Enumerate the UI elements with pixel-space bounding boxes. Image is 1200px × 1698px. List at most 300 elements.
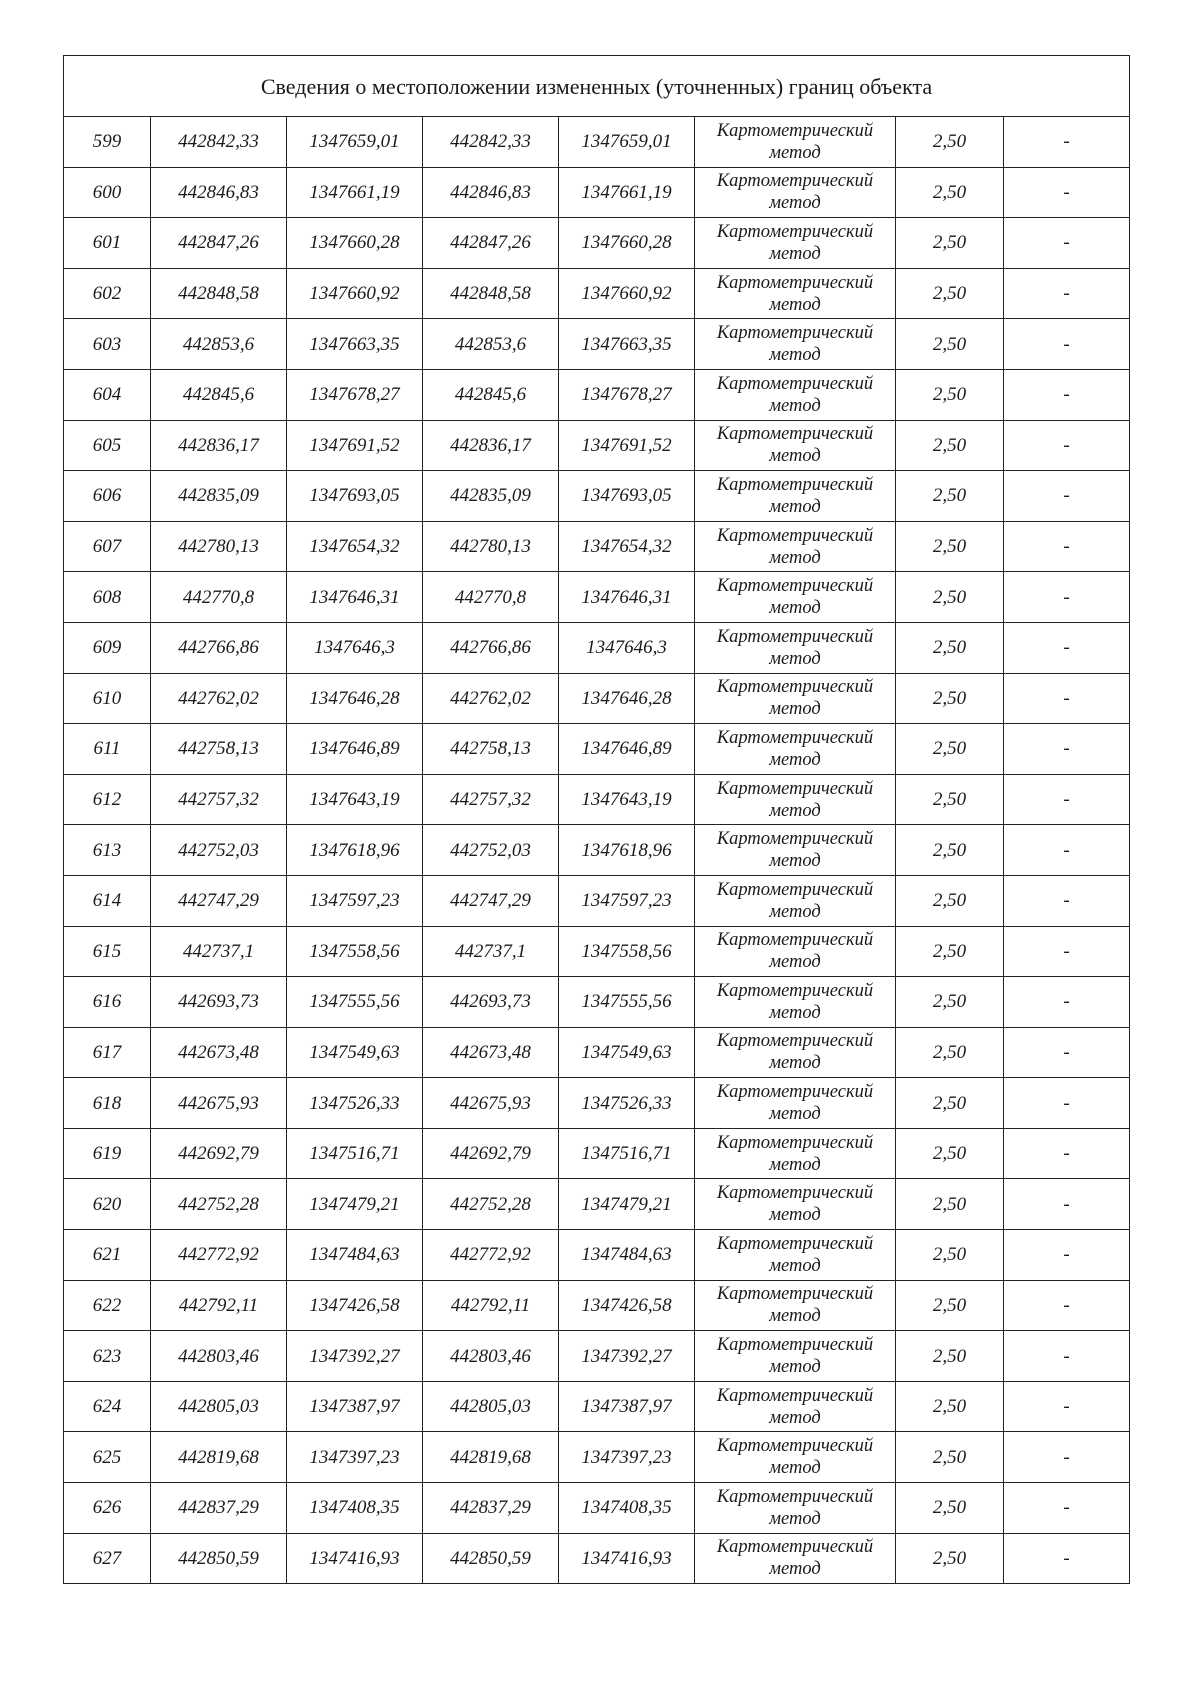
method-cell (695, 1483, 896, 1534)
x-refined-cell: 442850,59 (423, 1533, 559, 1584)
accuracy-cell: 2,50 (896, 117, 1004, 168)
x-refined-cell: 442770,8 (423, 572, 559, 623)
point-number-cell: 618 (64, 1078, 151, 1129)
y-refined-cell: 1347661,19 (559, 167, 695, 218)
x-existing-cell: 442693,73 (151, 977, 287, 1028)
method-line-2: метод (769, 1104, 821, 1125)
note-cell: - (1004, 926, 1130, 977)
method-line-1: Картометрический (716, 677, 874, 698)
method-line-1: Картометрический (716, 930, 874, 951)
y-existing-cell: 1347392,27 (287, 1331, 423, 1382)
method-cell (695, 1179, 896, 1230)
accuracy-cell: 2,50 (896, 724, 1004, 775)
method-cell (695, 1078, 896, 1129)
method-line-1: Картометрический (716, 1537, 874, 1558)
table-row (64, 218, 1130, 269)
method-cell (695, 268, 896, 319)
table-row (64, 1027, 1130, 1078)
method-line-1: Картометрический (716, 980, 874, 1001)
y-existing-cell: 1347693,05 (287, 471, 423, 522)
method-line-2: метод (769, 1407, 821, 1428)
y-existing-cell: 1347618,96 (287, 825, 423, 876)
x-refined-cell: 442805,03 (423, 1381, 559, 1432)
method-cell (695, 1331, 896, 1382)
method-line-2: метод (769, 243, 821, 264)
point-number-cell: 609 (64, 622, 151, 673)
table-row (64, 471, 1130, 522)
x-existing-cell: 442780,13 (151, 521, 287, 572)
method-line-2: метод (769, 699, 821, 720)
table-row (64, 1432, 1130, 1483)
method-cell (695, 1280, 896, 1331)
y-refined-cell: 1347597,23 (559, 875, 695, 926)
x-existing-cell: 442770,8 (151, 572, 287, 623)
y-refined-cell: 1347678,27 (559, 369, 695, 420)
method-cell (695, 521, 896, 572)
x-existing-cell: 442803,46 (151, 1331, 287, 1382)
method-line-2: метод (769, 1458, 821, 1479)
method-line-2: метод (769, 901, 821, 922)
method-line-2: метод (769, 547, 821, 568)
point-number-cell: 616 (64, 977, 151, 1028)
x-existing-cell: 442737,1 (151, 926, 287, 977)
method-line-1: Картометрический (716, 323, 874, 344)
table-title: Сведения о местоположении измененных (уточненных) границ объекта (64, 56, 1130, 117)
y-refined-cell: 1347408,35 (559, 1483, 695, 1534)
method-line-2: метод (769, 1154, 821, 1175)
x-refined-cell: 442846,83 (423, 167, 559, 218)
y-refined-cell: 1347693,05 (559, 471, 695, 522)
table-row (64, 572, 1130, 623)
method-cell (695, 977, 896, 1028)
accuracy-cell: 2,50 (896, 977, 1004, 1028)
y-existing-cell: 1347659,01 (287, 117, 423, 168)
x-refined-cell: 442835,09 (423, 471, 559, 522)
accuracy-cell: 2,50 (896, 167, 1004, 218)
x-existing-cell: 442792,11 (151, 1280, 287, 1331)
y-existing-cell: 1347646,28 (287, 673, 423, 724)
point-number-cell: 601 (64, 218, 151, 269)
table-row (64, 1078, 1130, 1129)
y-existing-cell: 1347408,35 (287, 1483, 423, 1534)
note-cell: - (1004, 1331, 1130, 1382)
y-refined-cell: 1347516,71 (559, 1128, 695, 1179)
point-number-cell: 608 (64, 572, 151, 623)
point-number-cell: 621 (64, 1230, 151, 1281)
method-line-2: метод (769, 446, 821, 467)
method-cell (695, 1432, 896, 1483)
x-existing-cell: 442757,32 (151, 774, 287, 825)
method-cell (695, 167, 896, 218)
point-number-cell: 624 (64, 1381, 151, 1432)
method-cell (695, 218, 896, 269)
note-cell: - (1004, 1230, 1130, 1281)
y-refined-cell: 1347549,63 (559, 1027, 695, 1078)
note-cell: - (1004, 1027, 1130, 1078)
accuracy-cell: 2,50 (896, 471, 1004, 522)
method-line-2: метод (769, 1559, 821, 1580)
accuracy-cell: 2,50 (896, 1078, 1004, 1129)
method-line-2: метод (769, 598, 821, 619)
x-refined-cell: 442819,68 (423, 1432, 559, 1483)
method-line-2: метод (769, 749, 821, 770)
y-existing-cell: 1347484,63 (287, 1230, 423, 1281)
y-refined-cell: 1347526,33 (559, 1078, 695, 1129)
point-number-cell: 612 (64, 774, 151, 825)
point-number-cell: 611 (64, 724, 151, 775)
table-row (64, 825, 1130, 876)
point-number-cell: 617 (64, 1027, 151, 1078)
x-existing-cell: 442758,13 (151, 724, 287, 775)
method-cell (695, 926, 896, 977)
y-refined-cell: 1347646,28 (559, 673, 695, 724)
y-existing-cell: 1347663,35 (287, 319, 423, 370)
y-refined-cell: 1347659,01 (559, 117, 695, 168)
point-number-cell: 625 (64, 1432, 151, 1483)
table-row (64, 875, 1130, 926)
note-cell: - (1004, 875, 1130, 926)
y-existing-cell: 1347660,28 (287, 218, 423, 269)
method-line-1: Картометрический (716, 1082, 874, 1103)
x-existing-cell: 442752,28 (151, 1179, 287, 1230)
point-number-cell: 607 (64, 521, 151, 572)
table-row (64, 1280, 1130, 1331)
table-row (64, 319, 1130, 370)
x-refined-cell: 442758,13 (423, 724, 559, 775)
y-refined-cell: 1347397,23 (559, 1432, 695, 1483)
x-refined-cell: 442842,33 (423, 117, 559, 168)
method-cell (695, 774, 896, 825)
x-refined-cell: 442772,92 (423, 1230, 559, 1281)
note-cell: - (1004, 1432, 1130, 1483)
y-existing-cell: 1347597,23 (287, 875, 423, 926)
x-refined-cell: 442692,79 (423, 1128, 559, 1179)
method-cell (695, 117, 896, 168)
note-cell: - (1004, 117, 1130, 168)
method-cell (695, 572, 896, 623)
method-cell (695, 471, 896, 522)
accuracy-cell: 2,50 (896, 1331, 1004, 1382)
method-line-2: метод (769, 952, 821, 973)
method-cell (695, 420, 896, 471)
method-line-2: метод (769, 800, 821, 821)
y-refined-cell: 1347646,3 (559, 622, 695, 673)
method-line-1: Картометрический (716, 373, 874, 394)
x-refined-cell: 442762,02 (423, 673, 559, 724)
y-refined-cell: 1347416,93 (559, 1533, 695, 1584)
x-refined-cell: 442848,58 (423, 268, 559, 319)
accuracy-cell: 2,50 (896, 268, 1004, 319)
y-refined-cell: 1347646,89 (559, 724, 695, 775)
table-row (64, 420, 1130, 471)
accuracy-cell: 2,50 (896, 1432, 1004, 1483)
y-refined-cell: 1347392,27 (559, 1331, 695, 1382)
method-cell (695, 369, 896, 420)
method-line-1: Картометрический (716, 1385, 874, 1406)
method-cell (695, 1533, 896, 1584)
method-line-2: метод (769, 1255, 821, 1276)
x-refined-cell: 442693,73 (423, 977, 559, 1028)
x-refined-cell: 442675,93 (423, 1078, 559, 1129)
accuracy-cell: 2,50 (896, 420, 1004, 471)
method-line-2: метод (769, 345, 821, 366)
y-existing-cell: 1347526,33 (287, 1078, 423, 1129)
y-refined-cell: 1347558,56 (559, 926, 695, 977)
method-cell (695, 673, 896, 724)
table-row (64, 673, 1130, 724)
method-line-1: Картометрический (716, 1486, 874, 1507)
accuracy-cell: 2,50 (896, 1027, 1004, 1078)
point-number-cell: 610 (64, 673, 151, 724)
note-cell: - (1004, 572, 1130, 623)
table-row (64, 926, 1130, 977)
method-line-2: метод (769, 1205, 821, 1226)
x-existing-cell: 442819,68 (151, 1432, 287, 1483)
table-row (64, 1230, 1130, 1281)
note-cell: - (1004, 1533, 1130, 1584)
method-cell (695, 875, 896, 926)
table-row (64, 117, 1130, 168)
x-existing-cell: 442845,6 (151, 369, 287, 420)
note-cell: - (1004, 319, 1130, 370)
x-refined-cell: 442803,46 (423, 1331, 559, 1382)
table-row (64, 369, 1130, 420)
y-refined-cell: 1347484,63 (559, 1230, 695, 1281)
x-refined-cell: 442737,1 (423, 926, 559, 977)
x-refined-cell: 442752,28 (423, 1179, 559, 1230)
method-line-1: Картометрический (716, 221, 874, 242)
accuracy-cell: 2,50 (896, 1533, 1004, 1584)
x-existing-cell: 442848,58 (151, 268, 287, 319)
note-cell: - (1004, 1483, 1130, 1534)
y-refined-cell: 1347387,97 (559, 1381, 695, 1432)
y-refined-cell: 1347691,52 (559, 420, 695, 471)
x-existing-cell: 442842,33 (151, 117, 287, 168)
method-line-2: метод (769, 1508, 821, 1529)
point-number-cell: 620 (64, 1179, 151, 1230)
method-cell (695, 724, 896, 775)
accuracy-cell: 2,50 (896, 218, 1004, 269)
x-existing-cell: 442673,48 (151, 1027, 287, 1078)
y-existing-cell: 1347661,19 (287, 167, 423, 218)
method-line-1: Картометрический (716, 171, 874, 192)
method-line-1: Картометрический (716, 1335, 874, 1356)
point-number-cell: 619 (64, 1128, 151, 1179)
y-existing-cell: 1347643,19 (287, 774, 423, 825)
method-line-1: Картометрический (716, 879, 874, 900)
note-cell: - (1004, 218, 1130, 269)
note-cell: - (1004, 977, 1130, 1028)
x-refined-cell: 442845,6 (423, 369, 559, 420)
point-number-cell: 604 (64, 369, 151, 420)
method-cell (695, 1128, 896, 1179)
x-refined-cell: 442792,11 (423, 1280, 559, 1331)
y-existing-cell: 1347691,52 (287, 420, 423, 471)
accuracy-cell: 2,50 (896, 1230, 1004, 1281)
y-existing-cell: 1347416,93 (287, 1533, 423, 1584)
method-line-1: Картометрический (716, 626, 874, 647)
accuracy-cell: 2,50 (896, 673, 1004, 724)
x-refined-cell: 442747,29 (423, 875, 559, 926)
table-row (64, 724, 1130, 775)
table-row (64, 521, 1130, 572)
point-number-cell: 599 (64, 117, 151, 168)
method-line-1: Картометрический (716, 474, 874, 495)
x-refined-cell: 442766,86 (423, 622, 559, 673)
y-refined-cell: 1347660,92 (559, 268, 695, 319)
note-cell: - (1004, 1078, 1130, 1129)
note-cell: - (1004, 369, 1130, 420)
table-row (64, 1483, 1130, 1534)
y-refined-cell: 1347643,19 (559, 774, 695, 825)
point-number-cell: 615 (64, 926, 151, 977)
y-refined-cell: 1347479,21 (559, 1179, 695, 1230)
accuracy-cell: 2,50 (896, 521, 1004, 572)
x-existing-cell: 442772,92 (151, 1230, 287, 1281)
point-number-cell: 603 (64, 319, 151, 370)
boundary-coordinates-table (63, 55, 1130, 1584)
table-row (64, 167, 1130, 218)
table-row (64, 774, 1130, 825)
note-cell: - (1004, 471, 1130, 522)
y-refined-cell: 1347660,28 (559, 218, 695, 269)
method-line-2: метод (769, 851, 821, 872)
x-existing-cell: 442836,17 (151, 420, 287, 471)
x-refined-cell: 442836,17 (423, 420, 559, 471)
table-row (64, 268, 1130, 319)
x-refined-cell: 442780,13 (423, 521, 559, 572)
method-line-2: метод (769, 395, 821, 416)
note-cell: - (1004, 1381, 1130, 1432)
y-refined-cell: 1347654,32 (559, 521, 695, 572)
method-line-2: метод (769, 1002, 821, 1023)
method-line-1: Картометрический (716, 1284, 874, 1305)
y-refined-cell: 1347618,96 (559, 825, 695, 876)
x-existing-cell: 442850,59 (151, 1533, 287, 1584)
y-existing-cell: 1347387,97 (287, 1381, 423, 1432)
y-refined-cell: 1347663,35 (559, 319, 695, 370)
note-cell: - (1004, 724, 1130, 775)
x-existing-cell: 442847,26 (151, 218, 287, 269)
x-refined-cell: 442847,26 (423, 218, 559, 269)
table-row (64, 1533, 1130, 1584)
x-existing-cell: 442747,29 (151, 875, 287, 926)
x-existing-cell: 442762,02 (151, 673, 287, 724)
x-refined-cell: 442673,48 (423, 1027, 559, 1078)
x-refined-cell: 442837,29 (423, 1483, 559, 1534)
point-number-cell: 614 (64, 875, 151, 926)
method-line-1: Картометрический (716, 120, 874, 141)
note-cell: - (1004, 420, 1130, 471)
y-existing-cell: 1347678,27 (287, 369, 423, 420)
y-existing-cell: 1347660,92 (287, 268, 423, 319)
point-number-cell: 602 (64, 268, 151, 319)
note-cell: - (1004, 825, 1130, 876)
point-number-cell: 627 (64, 1533, 151, 1584)
y-existing-cell: 1347397,23 (287, 1432, 423, 1483)
point-number-cell: 605 (64, 420, 151, 471)
accuracy-cell: 2,50 (896, 572, 1004, 623)
x-existing-cell: 442752,03 (151, 825, 287, 876)
point-number-cell: 622 (64, 1280, 151, 1331)
method-cell (695, 1027, 896, 1078)
y-existing-cell: 1347646,89 (287, 724, 423, 775)
method-line-1: Картометрический (716, 1031, 874, 1052)
method-line-1: Картометрический (716, 778, 874, 799)
note-cell: - (1004, 268, 1130, 319)
accuracy-cell: 2,50 (896, 1483, 1004, 1534)
table-row (64, 1179, 1130, 1230)
y-refined-cell: 1347426,58 (559, 1280, 695, 1331)
method-line-2: метод (769, 1357, 821, 1378)
y-existing-cell: 1347549,63 (287, 1027, 423, 1078)
x-refined-cell: 442757,32 (423, 774, 559, 825)
x-refined-cell: 442752,03 (423, 825, 559, 876)
accuracy-cell: 2,50 (896, 319, 1004, 370)
table-row (64, 1128, 1130, 1179)
point-number-cell: 613 (64, 825, 151, 876)
x-existing-cell: 442675,93 (151, 1078, 287, 1129)
accuracy-cell: 2,50 (896, 774, 1004, 825)
method-line-1: Картометрический (716, 576, 874, 597)
y-existing-cell: 1347646,31 (287, 572, 423, 623)
method-line-1: Картометрический (716, 1436, 874, 1457)
method-line-2: метод (769, 294, 821, 315)
x-existing-cell: 442837,29 (151, 1483, 287, 1534)
method-cell (695, 1381, 896, 1432)
method-cell (695, 319, 896, 370)
method-line-1: Картометрический (716, 525, 874, 546)
method-line-2: метод (769, 648, 821, 669)
point-number-cell: 623 (64, 1331, 151, 1382)
y-existing-cell: 1347479,21 (287, 1179, 423, 1230)
table-row (64, 622, 1130, 673)
x-existing-cell: 442853,6 (151, 319, 287, 370)
accuracy-cell: 2,50 (896, 369, 1004, 420)
method-line-1: Картометрический (716, 727, 874, 748)
note-cell: - (1004, 673, 1130, 724)
note-cell: - (1004, 774, 1130, 825)
note-cell: - (1004, 1128, 1130, 1179)
y-existing-cell: 1347558,56 (287, 926, 423, 977)
y-refined-cell: 1347646,31 (559, 572, 695, 623)
method-line-2: метод (769, 142, 821, 163)
y-existing-cell: 1347654,32 (287, 521, 423, 572)
accuracy-cell: 2,50 (896, 875, 1004, 926)
note-cell: - (1004, 1179, 1130, 1230)
accuracy-cell: 2,50 (896, 825, 1004, 876)
x-existing-cell: 442766,86 (151, 622, 287, 673)
accuracy-cell: 2,50 (896, 1381, 1004, 1432)
note-cell: - (1004, 167, 1130, 218)
table-title-row (64, 56, 1130, 117)
point-number-cell: 600 (64, 167, 151, 218)
accuracy-cell: 2,50 (896, 1280, 1004, 1331)
method-line-1: Картометрический (716, 829, 874, 850)
accuracy-cell: 2,50 (896, 622, 1004, 673)
point-number-cell: 626 (64, 1483, 151, 1534)
accuracy-cell: 2,50 (896, 1179, 1004, 1230)
note-cell: - (1004, 521, 1130, 572)
x-existing-cell: 442805,03 (151, 1381, 287, 1432)
method-line-1: Картометрический (716, 1183, 874, 1204)
y-existing-cell: 1347555,56 (287, 977, 423, 1028)
note-cell: - (1004, 622, 1130, 673)
y-existing-cell: 1347426,58 (287, 1280, 423, 1331)
method-cell (695, 622, 896, 673)
accuracy-cell: 2,50 (896, 926, 1004, 977)
x-existing-cell: 442692,79 (151, 1128, 287, 1179)
